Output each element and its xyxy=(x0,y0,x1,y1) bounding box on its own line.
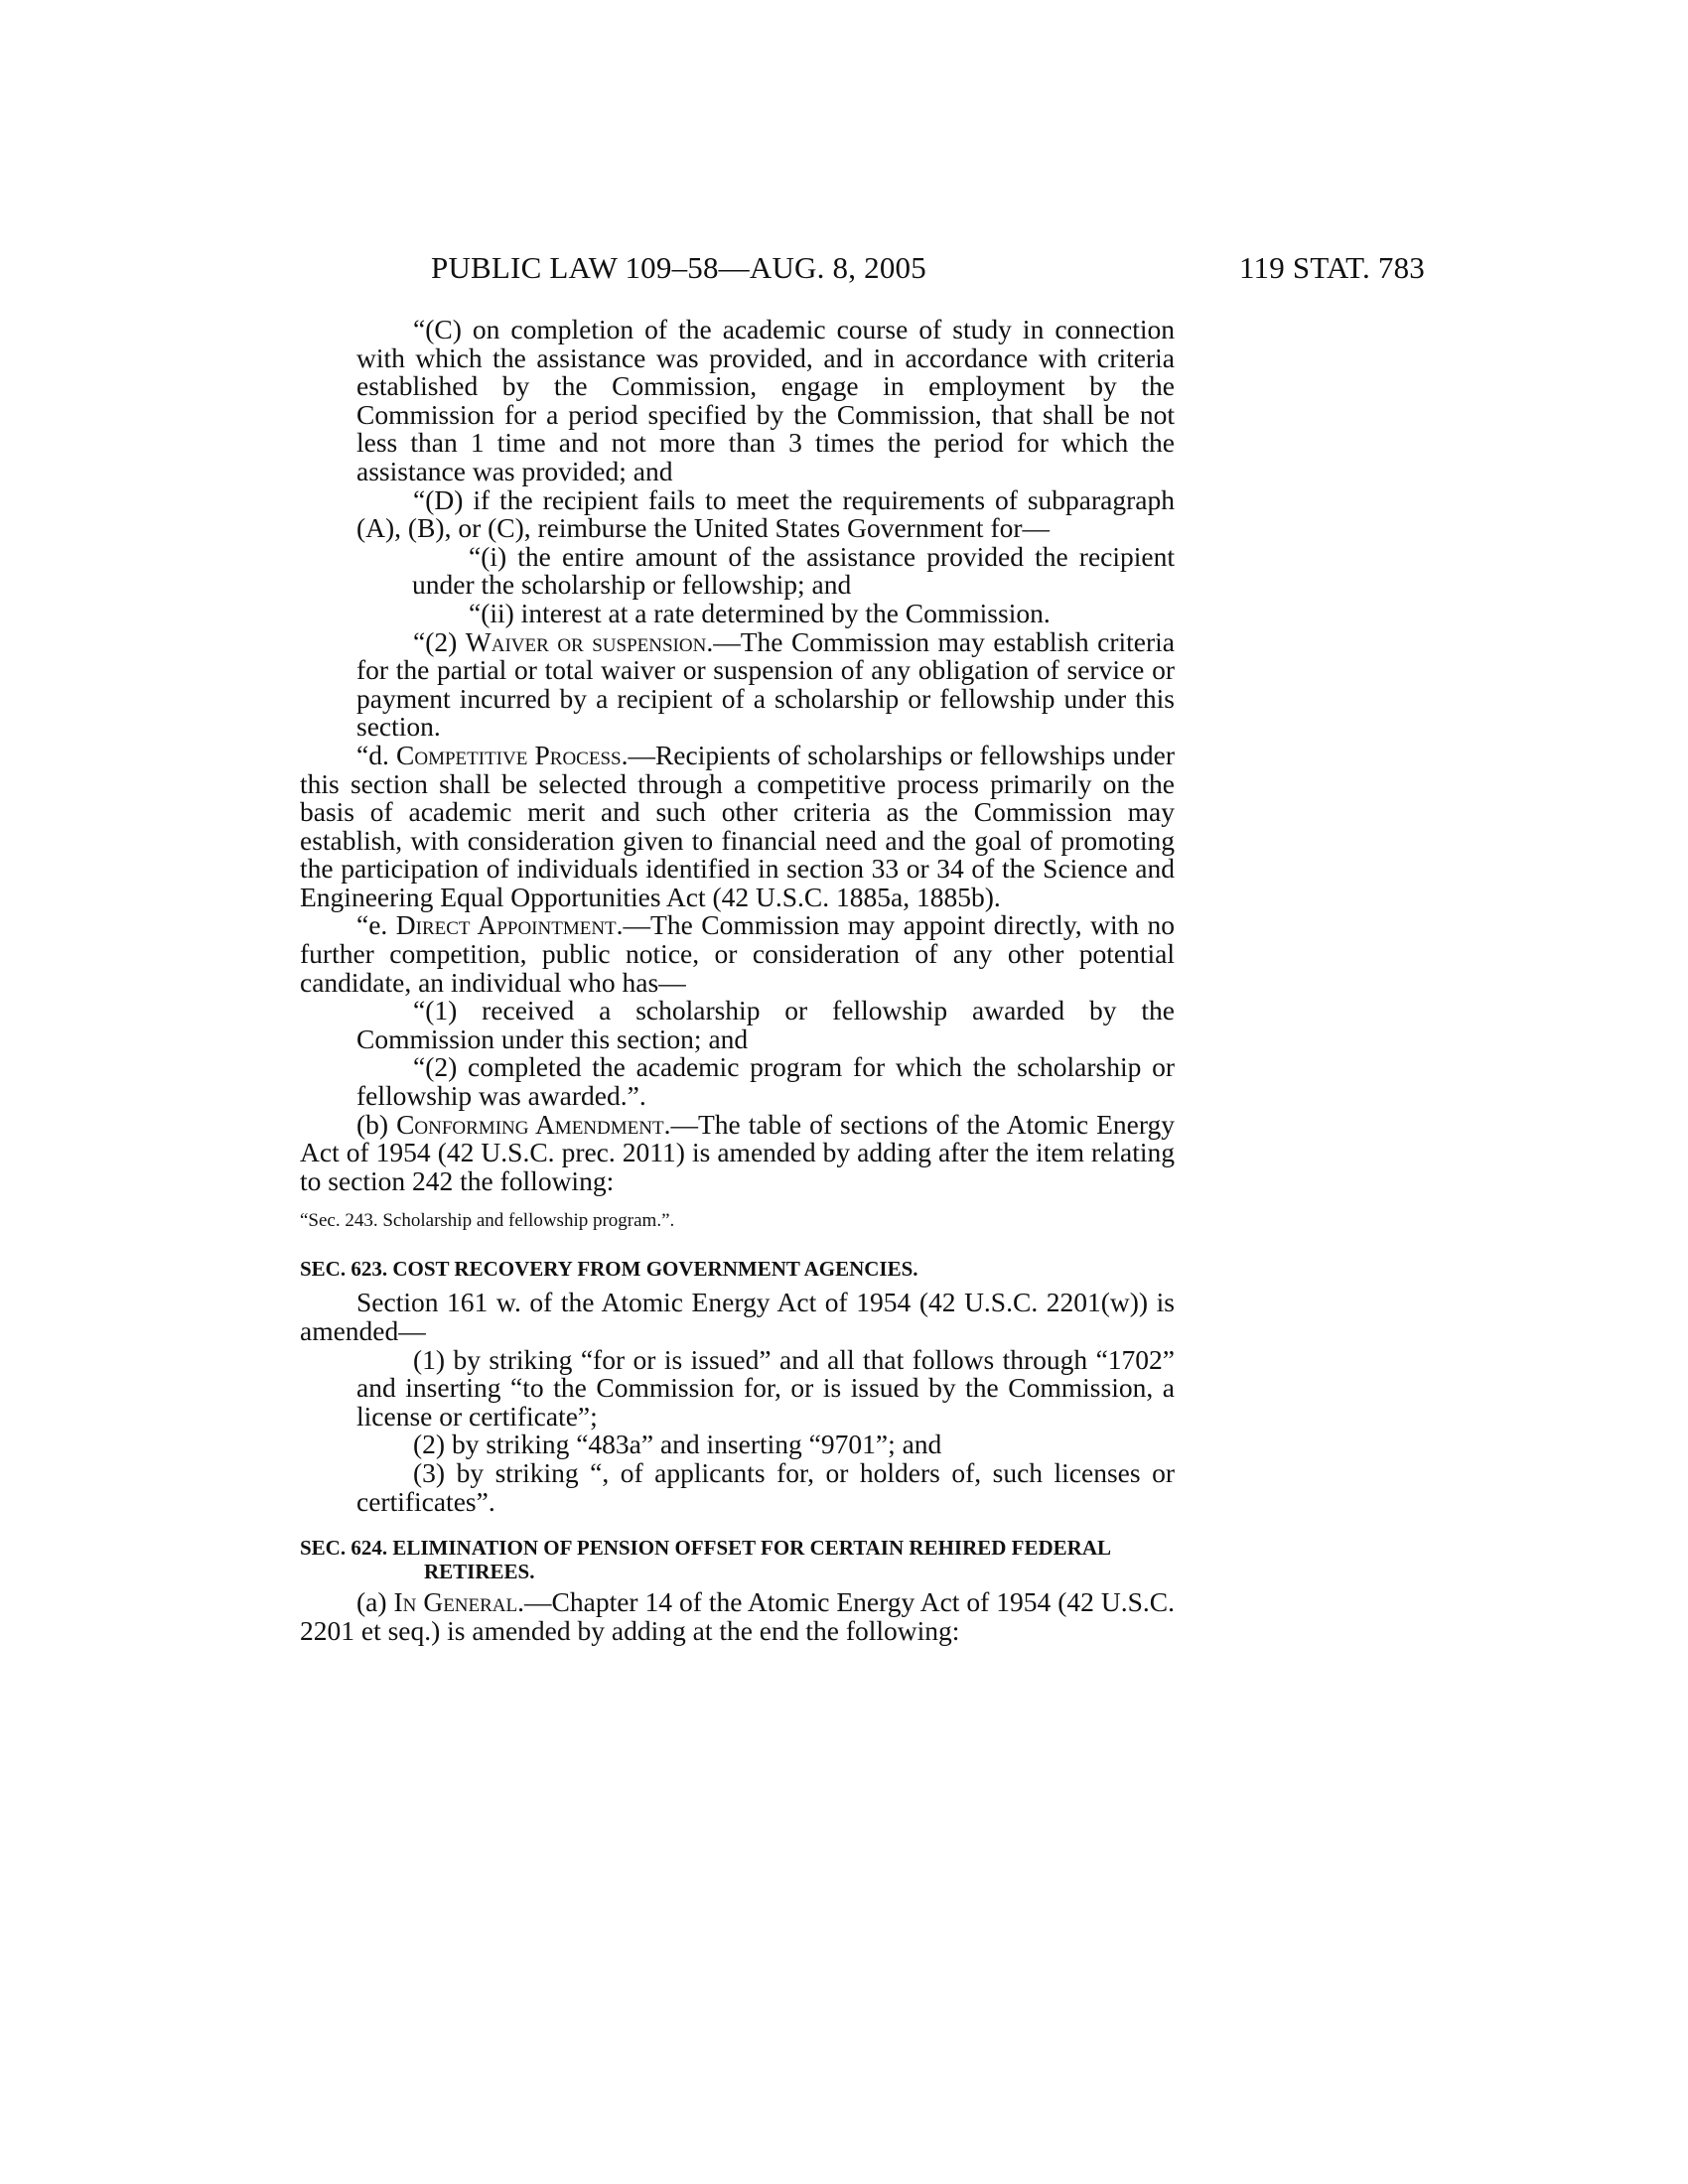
paragraph-e-2: “(2) completed the academic program for which the scholarship or fellowship was awarded.”. xyxy=(356,1051,1175,1112)
running-header-stat-page: 119 STAT. 783 xyxy=(1239,250,1425,285)
table-of-sections-entry: “Sec. 243. Scholarship and fellowship program.”. xyxy=(300,1210,675,1232)
subsection-a-prefix: (a) xyxy=(356,1586,394,1618)
paragraph-2-prefix: “(2) xyxy=(413,625,466,657)
section-623-item-1: (1) by striking “for or is issued” and all that follows through “1702” and inserting “to the Commission for, or is issued by the Commission, a license or certificate”; xyxy=(356,1343,1175,1432)
section-623-heading: SEC. 623. COST RECOVERY FROM GOVERNMENT AGENCIES. xyxy=(300,1257,918,1282)
subsection-d-text: .—Recipients of scholarships or fellowships under this section shall be selected through a competitive process primarily on the basis of academic merit and such other criteria as the Commission may establish, with consideration given to financial need and the goal of promoting the participation of individuals identified in section 33 or 34 of the Science and Engineering Equal Opportunities Act (42 U.S.C. 1885a, 1885b). xyxy=(300,739,1176,912)
section-623-item-2: (2) by striking “483a” and inserting “9701”; and xyxy=(413,1429,942,1460)
paragraph-2-text: .—The Commission may establish criteria for the partial or total waiver or suspension of any obligation of service or payment incurred by a recipient of a scholarship or fellowship under this section. xyxy=(356,625,1175,743)
subsection-d-prefix: “d. xyxy=(356,739,396,770)
subsection-a-heading: In General xyxy=(393,1586,518,1618)
subsection-e-direct-appointment xyxy=(300,911,1175,997)
document-body xyxy=(300,316,1175,1645)
paragraph-e-1: “(1) received a scholarship or fellowship awarded by the Commission under this section; and xyxy=(356,995,1175,1054)
paragraph-2-heading: Waiver or suspension xyxy=(465,625,707,657)
section-623-intro: Section 161 w. of the Atomic Energy Act of 1954 (42 U.S.C. 2201(w)) is amended— xyxy=(300,1287,1175,1346)
subsection-b-conforming-amendment xyxy=(300,1108,1175,1196)
subsection-e-text: .—The Commission may appoint directly, with no further competition, public notice, or consideration of any other potential candidate, an individual who has— xyxy=(300,909,1175,998)
running-header-law: PUBLIC LAW 109–58—AUG. 8, 2005 xyxy=(431,250,926,285)
section-623-item-3: (3) by striking “, of applicants for, or holders of, such licenses or certificates”. xyxy=(356,1456,1175,1517)
subsection-b-prefix: (b) xyxy=(356,1108,397,1140)
section-624-heading: SEC. 624. ELIMINATION OF PENSION OFFSET FOR CERTAIN REHIRED FEDERAL RETIREES. xyxy=(300,1536,1110,1584)
subsection-b-heading: Conforming Amendment xyxy=(396,1108,664,1140)
subsection-b-text: .—The table of sections of the Atomic Energy Act of 1954 (42 U.S.C. prec. 2011) is amended by adding after the item relating to section 242 the following: xyxy=(300,1108,1175,1196)
subsection-d-competitive-process xyxy=(300,739,1176,912)
paragraph-2-waiver xyxy=(300,625,1175,743)
subsection-a-text: .—Chapter 14 of the Atomic Energy Act of 1954 (42 U.S.C. 2201 et seq.) is amended by adding at the end the following: xyxy=(300,1586,1175,1646)
paragraph-c: “(C) on completion of the academic course of study in connection with which the assistance was provided, and in accordance with criteria established by the Commission, engage in employment by the Commission for a period specified by the Commission, that shall be not less than 1 time and not more than 3 times the period for which the assistance was provided; and xyxy=(356,314,1175,486)
paragraph-d: “(D) if the recipient fails to meet the requirements of subparagraph (A), (B), or (C), reimburse the United States Government for— xyxy=(356,483,1175,544)
section-624-subsection-a xyxy=(300,1588,1175,1645)
subsection-e-prefix: “e. xyxy=(356,909,396,941)
subsection-d-heading: Competitive Process xyxy=(396,739,622,770)
clause-ii: “(ii) interest at a rate determined by the Commission. xyxy=(469,597,1051,628)
clause-i: “(i) the entire amount of the assistance provided the recipient under the scholarship or fellowship; and xyxy=(412,540,1175,601)
subsection-e-heading: Direct Appointment xyxy=(395,909,617,941)
